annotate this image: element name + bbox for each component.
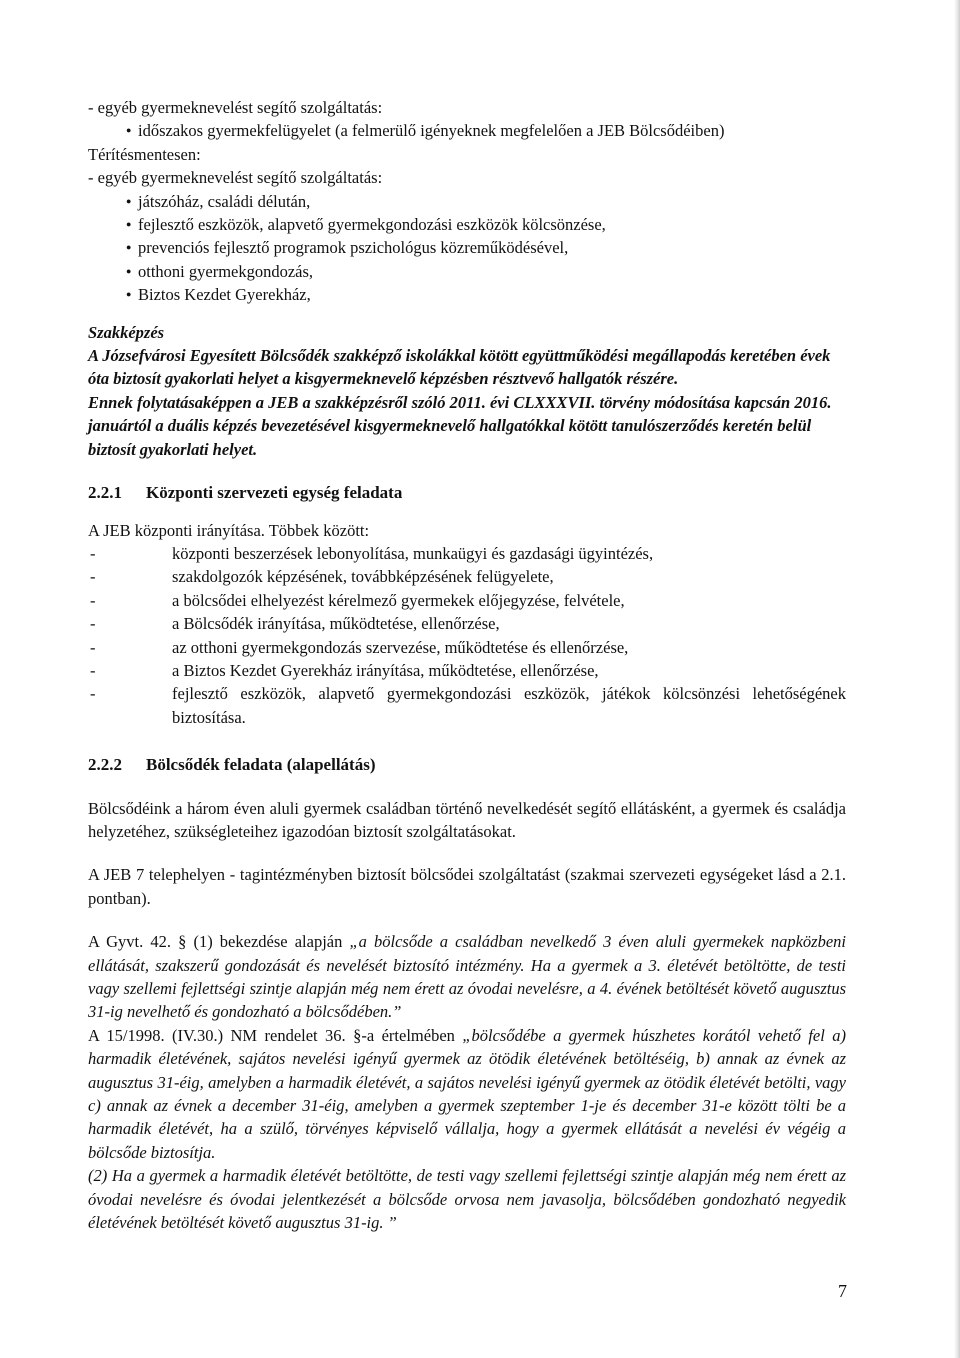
section-2-2-2-para-5: (2) Ha a gyermek a harmadik életévét betöltötte, de testi vagy szellemi fejlettségi szintje alapján még nem érett az óvodai nevelésre és óvodai jelentkezését a bölcsőde orvosa nem javasolja, bölcsődében gondozható negyedik életévének betöltését követő augusztus 31-ig. ” — [88, 1166, 846, 1233]
intro-line-3: - egyéb gyermeknevelést segítő szolgáltatás: — [88, 168, 383, 188]
intro-line-2: Térítésmentesen: — [88, 144, 201, 164]
list-item: - az otthoni gyermekgondozás szervezése, működtetése és ellenőrzése, — [88, 636, 846, 659]
task-list — [88, 542, 846, 729]
intro-bullet: ● játszóház, családi délután, — [88, 190, 846, 213]
szakkepzes-title: Szakképzés — [88, 322, 165, 342]
list-item: - központi beszerzések lebonyolítása, munkaügyi és gazdasági ügyintézés, — [88, 542, 846, 565]
list-item: - a Biztos Kezdet Gyerekház irányítása, működtetése, ellenőrzése, — [88, 659, 846, 682]
intro-bullet: ● fejlesztő eszközök, alapvető gyermekgondozási eszközök kölcsönzése, — [88, 213, 846, 236]
intro-bullet-1: ● időszakos gyermekfelügyelet (a felmerülő igényeknek megfelelően a JEB Bölcsődéiben) — [88, 119, 846, 142]
para-3-quote: „a bölcsőde a családban nevelkedő 3 éven aluli gyermekek napközbeni ellátását, szakszerű gondozását és nevelését biztosító intézmény. Ha a gyermek a 3. életévét betöltötte, de testi vagy szellemi fejlettségi szintje alapján még nem érett az óvodai nevelésre, a 4. évének betöltését követő augusztus 31-ig nevelhető és gondozható a bölcsődében.” — [88, 932, 846, 1022]
section-2-2-2-para-3 — [88, 930, 846, 1024]
section-title: Bölcsődék feladata (alapellátás) — [146, 755, 376, 775]
page-number: 7 — [838, 1281, 847, 1301]
scan-edge — [954, 0, 960, 1358]
list-item: - szakdolgozók képzésének, továbbképzésének felügyelete, — [88, 565, 846, 588]
szakkepzes-para-1: A Józsefvárosi Egyesített Bölcsődék szakképző iskolákkal kötött együttműködési megállapodás keretében évek óta biztosít gyakorlati helyet a kisgyermeknevelő képzésben résztvevő hallgatók részére. — [88, 346, 831, 389]
section-2-2-2-para-2: A JEB 7 telephelyen - tagintézményben biztosít bölcsődei szolgáltatást (szakmai szervezeti egységeket lásd a 2.1. pontban). — [88, 865, 846, 908]
section-number: 2.2.1 — [88, 483, 122, 503]
intro-bullet: ● prevenciós fejlesztő programok pszichológus közreműködésével, — [88, 236, 846, 259]
section-2-2-2-para-1: Bölcsődéink a három éven aluli gyermek családban történő nevelkedését segítő ellátásként, a gyermek és családja helyzetéhez, szükségleteihez igazodóan biztosít szolgáltatásokat. — [88, 798, 846, 841]
list-item: - fejlesztő eszközök, alapvető gyermekgondozási eszközök, játékok kölcsönzési lehetőségének biztosítása. — [88, 682, 846, 729]
page-content — [88, 96, 846, 1234]
intro-bullet: ● otthoni gyermekgondozás, — [88, 260, 846, 283]
section-title: Központi szervezeti egység feladata — [146, 483, 403, 503]
section-2-2-1-intro: A JEB központi irányítása. Többek között: — [88, 520, 370, 540]
para-4-prefix: A 15/1998. (IV.30.) NM rendelet 36. §-a értelmében — [88, 1025, 463, 1045]
list-item: - a Bölcsődék irányítása, működtetése, ellenőrzése, — [88, 612, 846, 635]
intro-bullet: ● Biztos Kezdet Gyerekház, — [88, 283, 846, 306]
szakkepzes-para-2: Ennek folytatásaképpen a JEB a szakképzésről szóló 2011. évi CLXXXVII. törvény módosítása kapcsán 2016. januártól a duális képzés bevezetésével kisgyermeknevelő hallgatókkal kötött tanulószerződés keretén belül biztosít gyakorlati helyet. — [88, 392, 832, 459]
section-number: 2.2.2 — [88, 755, 122, 775]
intro-line-1: - egyéb gyermeknevelést segítő szolgáltatás: — [88, 98, 383, 117]
list-item: - a bölcsődei elhelyezést kérelmező gyermekek előjegyzése, felvétele, — [88, 589, 846, 612]
para-4-quote: „bölcsődébe a gyermek húszhetes korától vehető fel a) harmadik életévének, sajátos nevelési igényű gyermek az ötödik életévének betöltéséig, b) annak az évnek az augusztus 31-éig, amelyben a harmadik életévét, a sajátos nevelési igényű gyermek az ötödik életévét betölti, vagy c) annak az évnek a december 31-éig, amelyben a gyermek szeptember 1-je és december 31-e között tölti be a harmadik életévét, ha a szülő, törvényes képviselő vállalja, hogy a gyermek ellátását a nevelési év végéig a bölcsőde biztosítja. — [88, 1025, 846, 1162]
section-2-2-2-para-4 — [88, 1024, 846, 1164]
para-3-prefix: A Gyvt. 42. § (1) bekezdése alapján — [88, 932, 350, 952]
section-2-2-2-heading — [88, 753, 846, 776]
section-2-2-1-heading — [88, 481, 846, 504]
